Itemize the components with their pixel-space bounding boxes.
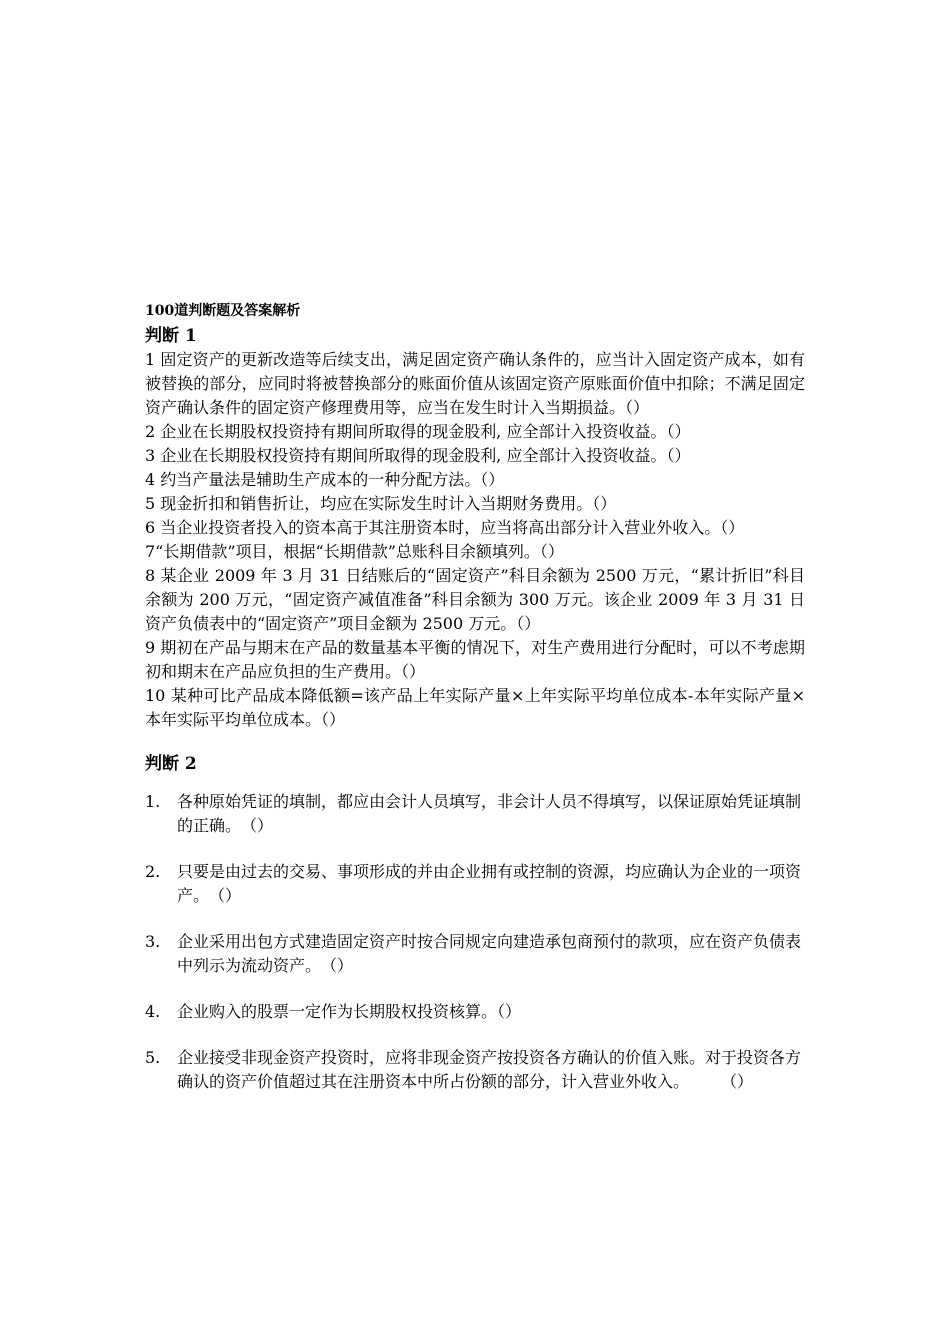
item-text: 企业购入的股票一定作为长期股权投资核算。（） (177, 1002, 522, 1021)
item-text: 各种原始凭证的填制，都应由会计人员填写，非会计人员不得填写，以保证原始凭证填制的正确。 （） (177, 792, 802, 835)
item-number: 3. (145, 932, 161, 951)
question-3: 3 企业在长期股权投资持有期间所取得的现金股利, 应全部计入投资收益。（） (145, 446, 691, 465)
question-2: 2 企业在长期股权投资持有期间所取得的现金股利, 应全部计入投资收益。（） (145, 422, 691, 441)
question-8: 8 某企业 2009 年 3 月 31 日结账后的“固定资产”科目余额为 2500 万元，“累计折旧”科目余额为 200 万元，“固定资产减值准备”科目余额为 300 万元。该企业 2009 年 3 月 31 日资产负债表中的“固定资产”项目金额为 2500 万元。（） (145, 566, 805, 633)
list-item (145, 790, 805, 838)
list-item (145, 860, 805, 908)
question-5: 5 现金折扣和销售折让，均应在实际发生时计入当期财务费用。（） (145, 494, 617, 513)
list-item (145, 1046, 805, 1094)
item-text: 企业采用出包方式建造固定资产时按合同规定向建造承包商预付的款项，应在资产负债表中列示为流动资产。 （） (177, 932, 802, 975)
list-item (145, 930, 805, 978)
item-number: 5. (145, 1048, 161, 1067)
question-1: 1 固定资产的更新改造等后续支出，满足固定资产确认条件的，应当计入固定资产成本，如有被替换的部分，应同时将被替换部分的账面价值从该固定资产原账面价值中扣除；不满足固定资产确认条件的固定资产修理费用等，应当在发生时计入当期损益。（） (145, 350, 805, 417)
item-number: 2. (145, 862, 161, 881)
question-10: 10 某种可比产品成本降低额=该产品上年实际产量×上年实际平均单位成本-本年实际产量×本年实际平均单位成本。（） (145, 686, 805, 729)
section-heading: 判断 2 (145, 754, 197, 774)
question-7: 7“长期借款”项目，根据“长期借款”总账科目余额填列。（） (145, 542, 564, 561)
question-9: 9 期初在产品与期末在产品的数量基本平衡的情况下，对生产费用进行分配时，可以不考虑期初和期末在产品应负担的生产费用。（） (145, 638, 805, 681)
question-4: 4 约当产量法是辅助生产成本的一种分配方法。（） (145, 470, 505, 489)
section-heading: 判断 1 (145, 326, 197, 346)
item-text: 只要是由过去的交易、事项形成的并由企业拥有或控制的资源，均应确认为企业的一项资产。 （） (177, 862, 802, 905)
question-6: 6 当企业投资者投入的资本高于其注册资本时，应当将高出部分计入营业外收入。（） (145, 518, 745, 537)
list-item (145, 1000, 805, 1024)
document-title: 100道判断题及答案解析 (145, 303, 301, 319)
section-spacer (145, 732, 805, 752)
section-judgment-2 (145, 752, 805, 1094)
section-judgment-1 (145, 324, 805, 732)
item-text: 企业接受非现金资产投资时，应将非现金资产按投资各方确认的价值入账。对于投资各方确认的资产价值超过其在注册资本中所占份额的部分，计入营业外收入。 （） (177, 1048, 802, 1091)
numbered-question-list (145, 790, 805, 1094)
item-number: 4. (145, 1002, 161, 1021)
document-page (145, 301, 805, 1116)
item-number: 1. (145, 792, 161, 811)
